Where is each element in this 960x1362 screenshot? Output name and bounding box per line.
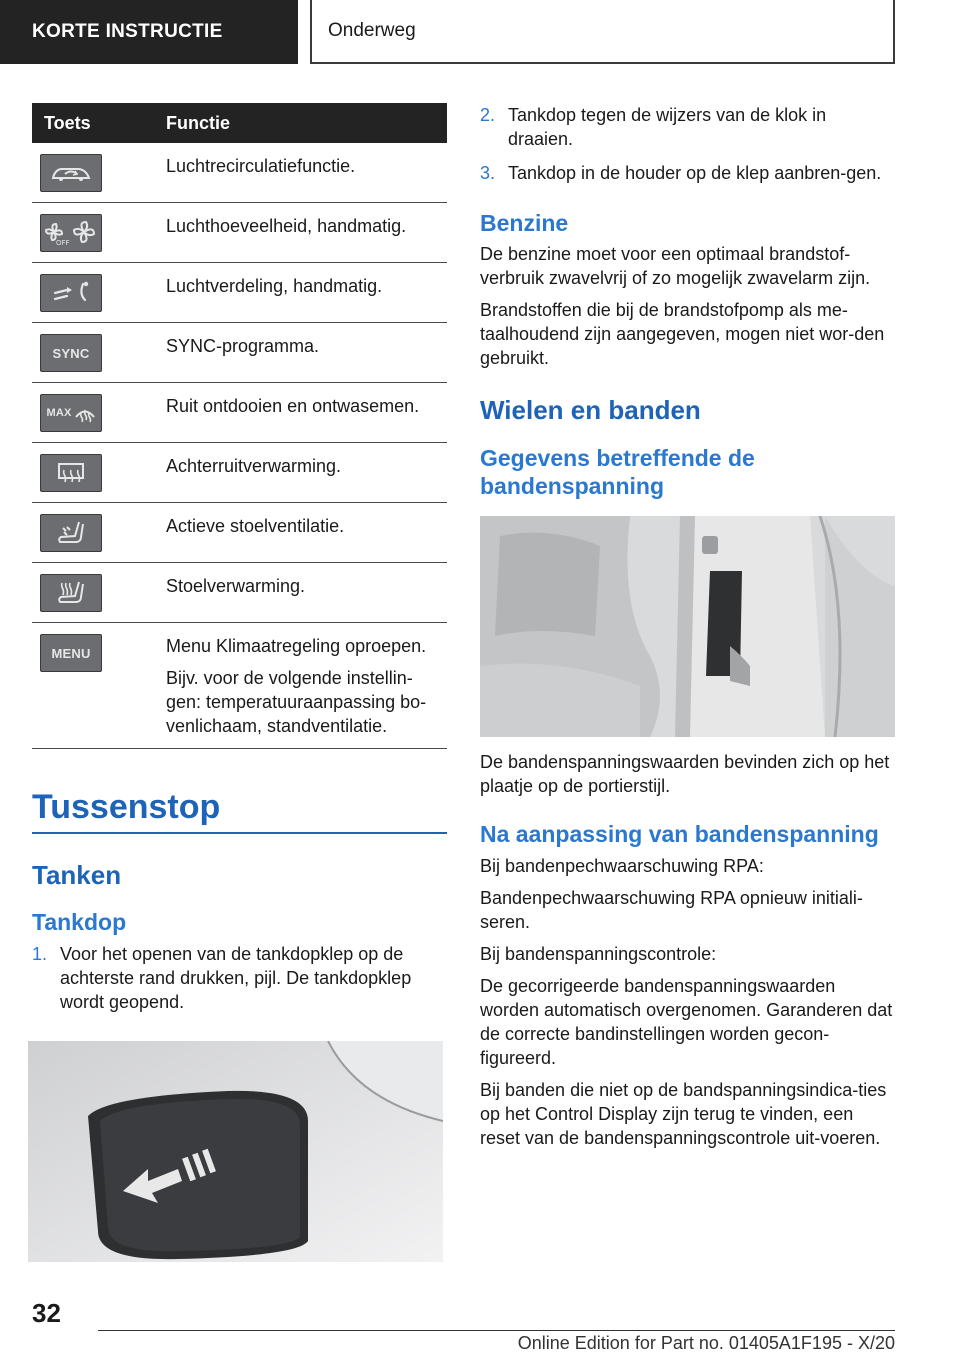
list-item-number: 1. bbox=[32, 944, 48, 964]
menu-function-extra: Bijv. voor de volgende instellin-gen: temperatuuraanpassing bo-venlichaam, standventilatie. bbox=[166, 668, 427, 736]
heading-tanken: Tanken bbox=[32, 860, 122, 890]
footer-divider bbox=[98, 1330, 895, 1331]
after-paragraph-2: Bandenpechwaarschuwing RPA opnieuw initiali-seren. bbox=[480, 888, 863, 932]
climate-buttons-table bbox=[32, 103, 447, 749]
table-row bbox=[32, 323, 447, 383]
heading-bandenspanning: Gegevens betreffende de bandenspanning bbox=[480, 445, 755, 499]
heading-tussenstop: Tussenstop bbox=[32, 786, 447, 834]
table-header-row bbox=[32, 103, 447, 143]
fuel-flap-image bbox=[28, 1041, 443, 1262]
list-item bbox=[480, 161, 895, 185]
list-item bbox=[480, 103, 895, 151]
table-row bbox=[32, 203, 447, 263]
seat-ventilation-icon bbox=[40, 514, 102, 552]
air-volume-icon-label: OFF bbox=[56, 239, 70, 246]
table-row bbox=[32, 503, 447, 563]
list-item bbox=[32, 942, 447, 1014]
after-paragraph-3: Bij bandenspanningscontrole: bbox=[480, 944, 717, 964]
benzine-paragraph-2: Brandstoffen die bij de brandstofpomp als me-taalhoudend zijn aangegeven, mogen niet wor-den gebruikt. bbox=[480, 300, 885, 368]
table-cell-function: Ruit ontdooien en ontwasemen. bbox=[156, 383, 447, 443]
heading-wielen-en-banden: Wielen en banden bbox=[480, 395, 701, 425]
table-cell-function: Luchtverdeling, handmatig. bbox=[156, 263, 447, 323]
table-row bbox=[32, 443, 447, 503]
table-cell-function: Stoelverwarming. bbox=[156, 563, 447, 623]
chapter-title: Onderweg bbox=[310, 0, 895, 64]
right-column bbox=[480, 103, 895, 1150]
table-row bbox=[32, 383, 447, 443]
table-cell-function: Luchtrecirculatiefunctie. bbox=[156, 143, 447, 203]
after-paragraph-5: Bij banden die niet op de bandspanningsindica-ties op het Control Display zijn terug te vinden, een reset van de bandenspanningscontrole uit-voeren. bbox=[480, 1080, 887, 1148]
left-column bbox=[32, 103, 447, 1262]
heading-na-aanpassing: Na aanpassing van bandenspanning bbox=[480, 821, 879, 847]
page-number: 32 bbox=[32, 1298, 61, 1328]
list-item-text: Voor het openen van de tankdopklep op de achterste rand drukken, pijl. De tankdopklep wordt geopend. bbox=[60, 944, 412, 1012]
menu-function-text: Menu Klimaatregeling oproepen. bbox=[166, 636, 427, 656]
table-cell-function: Luchthoeveelheid, handmatig. bbox=[156, 203, 447, 263]
list-item-number: 2. bbox=[480, 105, 496, 125]
heading-tankdop: Tankdop bbox=[32, 909, 127, 935]
recirculation-icon bbox=[40, 154, 102, 192]
max-label: MAX bbox=[46, 407, 72, 419]
air-volume-icon bbox=[40, 214, 102, 252]
table-cell-function: Actieve stoelventilatie. bbox=[156, 503, 447, 563]
max-defrost-icon bbox=[40, 394, 102, 432]
air-distribution-icon bbox=[40, 274, 102, 312]
column-header-function: Functie bbox=[156, 103, 447, 143]
column-header-key: Toets bbox=[32, 103, 156, 143]
seat-heating-icon bbox=[40, 574, 102, 612]
table-cell-function: Achterruitverwarming. bbox=[156, 443, 447, 503]
after-paragraph-4: De gecorrigeerde bandenspanningswaarden worden automatisch overgenomen. Garanderen dat de correcte bandinstellingen worden gecon-figureerd. bbox=[480, 976, 893, 1068]
list-item-text: Tankdop in de houder op de klep aanbren-gen. bbox=[508, 163, 882, 183]
menu-icon: MENU bbox=[40, 634, 102, 672]
door-pillar-image bbox=[480, 516, 895, 737]
table-cell-function: SYNC-programma. bbox=[156, 323, 447, 383]
sync-icon: SYNC bbox=[40, 334, 102, 372]
table-row bbox=[32, 563, 447, 623]
footer-edition: Online Edition for Part no. 01405A1F195 - X/20 bbox=[517, 1333, 895, 1353]
heading-benzine: Benzine bbox=[480, 210, 569, 236]
benzine-paragraph-1: De benzine moet voor een optimaal brandstof-verbruik zwavelvrij of zo mogelijk zwavelarm zijn. bbox=[480, 244, 871, 288]
table-cell-function bbox=[156, 623, 447, 749]
pressure-paragraph: De bandenspanningswaarden bevinden zich op het plaatje op de portierstijl. bbox=[480, 752, 890, 796]
after-paragraph-1: Bij bandenpechwaarschuwing RPA: bbox=[480, 856, 764, 876]
table-row bbox=[32, 263, 447, 323]
section-tab: KORTE INSTRUCTIE bbox=[0, 0, 298, 64]
table-row bbox=[32, 623, 447, 749]
rear-window-heating-icon bbox=[40, 454, 102, 492]
list-item-text: Tankdop tegen de wijzers van de klok in draaien. bbox=[508, 105, 827, 149]
list-item-number: 3. bbox=[480, 163, 496, 183]
table-row bbox=[32, 143, 447, 203]
